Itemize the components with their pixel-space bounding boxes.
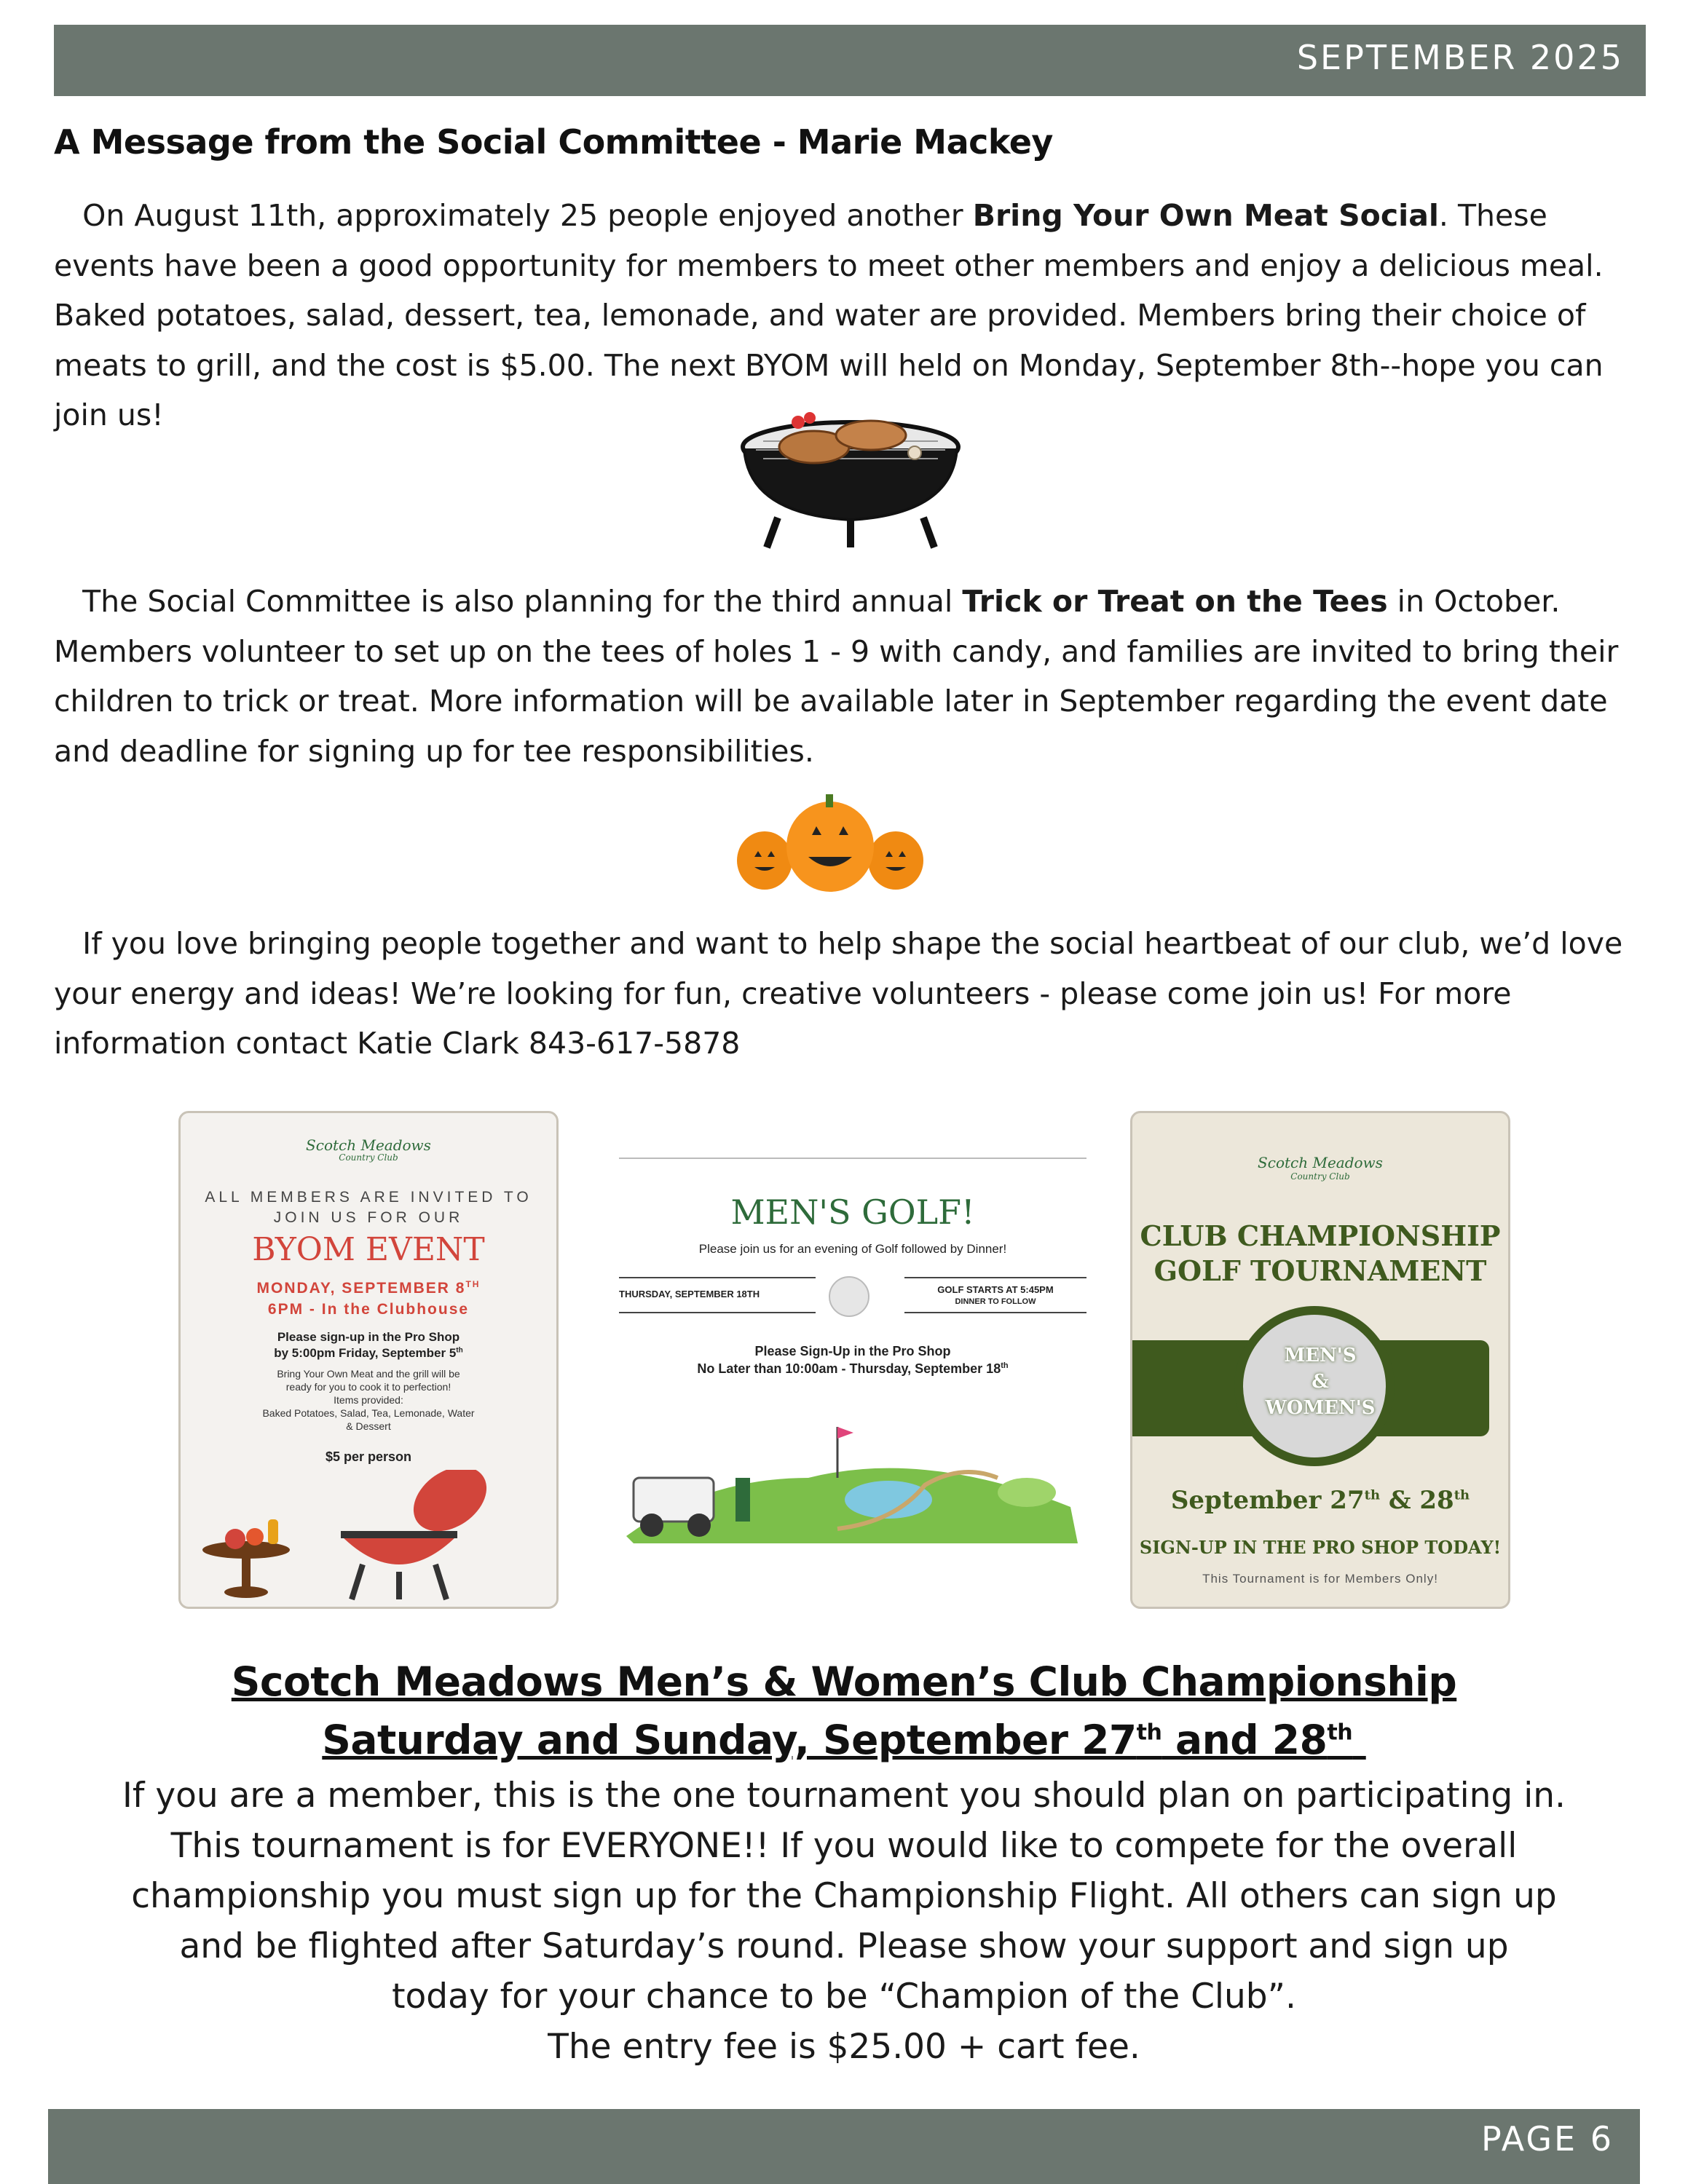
- byom-social-name: Bring Your Own Meat Social: [972, 198, 1439, 233]
- championship-description: If you are a member, this is the one tournament you should plan on participating in. This tournament is for EVERYONE!! If you would like to compete for the overall championship you must sign up for the Championship Flight. All others can sign up and be flighted after Saturday’s round. Please show your support and sign up today for your chance to be “Champion of the Club”. The entry fee is $25.00 + cart fee.: [44, 1770, 1644, 2072]
- golf-course-illustration: [619, 1398, 1086, 1551]
- grill-icon: [734, 405, 967, 550]
- kettle-grill-icon: [195, 1470, 545, 1601]
- club-championship-flyer: Scotch Meadows Country Club CLUB CHAMPIONSHIP GOLF TOURNAMENT MEN'S & WOMEN'S September 27th & 28th SIGN-UP IN THE PRO SHOP TODAY! This Tournament is for Members Only!: [1130, 1111, 1510, 1609]
- championship-heading: Scotch Meadows Men’s & Women’s Club Championship: [231, 1658, 1457, 1705]
- issue-date: SEPTEMBER 2025: [1296, 38, 1624, 77]
- entry-fee: The entry fee is $25.00 + cart fee.: [548, 2027, 1140, 2067]
- footer-bar: [48, 2109, 1640, 2184]
- club-logo: Scotch Meadows: [306, 1136, 431, 1154]
- section-title: A Message from the Social Committee - Marie Mackey: [54, 122, 1053, 162]
- paragraph-byom: On August 11th, approximately 25 people enjoyed another Bring Your Own Meat Social. These events have been a good opportunity for members to meet other members and enjoy a delicious meal. Baked potatoes, salad, dessert, tea, lemonade, and water are provided. Members bring their choice of meats to grill, and the cost is $5.00. The next BYOM will held on Monday, September 8th--hope you can join us!: [54, 198, 1604, 432]
- paragraph-trick-or-treat: The Social Committee is also planning for the third annual Trick or Treat on the Tees in October. Members volunteer to set up on the tees of holes 1 - 9 with candy, and families are invited to bring their children to trick or treat. More information will be available later in September regarding the event date and deadline for signing up for tee responsibilities.: [54, 584, 1619, 769]
- page-number: PAGE 6: [1480, 2119, 1614, 2159]
- golf-ball-icon: [827, 1274, 872, 1319]
- pumpkins-icon: [735, 790, 925, 895]
- mens-golf-flyer: MEN'S GOLF! Please join us for an evening of Golf followed by Dinner! THURSDAY, SEPTEMBER 18TH GOLF STARTS AT 5:45PM DINNER TO FOLLOW Please Sign-Up in the Pro Shop No Later than 10:00am - Thursday, September 18th: [619, 1158, 1086, 1551]
- club-logo: Scotch Meadows: [1258, 1154, 1383, 1171]
- byom-flyer: Scotch Meadows Country Club ALL MEMBERS ARE INVITED TO JOIN US FOR OUR BYOM EVENT MONDAY, SEPTEMBER 8TH 6PM - In the Clubhouse Please sign-up in the Pro Shop by 5:00pm Friday, September 5th Bring Your Own Meat and the grill will be ready for you to cook it to perfection! Items provided: Baked Potatoes, Salad, Tea, Lemonade, Water & Dessert $5 per person: [178, 1111, 559, 1609]
- championship-dates: Saturday and Sunday, September 27th and 28th: [322, 1717, 1353, 1763]
- byom-event-title: BYOM EVENT: [252, 1231, 485, 1268]
- header-bar: [54, 25, 1646, 96]
- mens-golf-title: MEN'S GOLF!: [730, 1192, 975, 1232]
- paragraph-volunteers: If you love bringing people together and want to help shape the social heartbeat of our club, we’d love your energy and ideas! We’re looking for fun, creative volunteers - please come join us! For more information contact Katie Clark 843-617-5878: [54, 926, 1623, 1061]
- trick-or-treat-name: Trick or Treat on the Tees: [962, 584, 1388, 619]
